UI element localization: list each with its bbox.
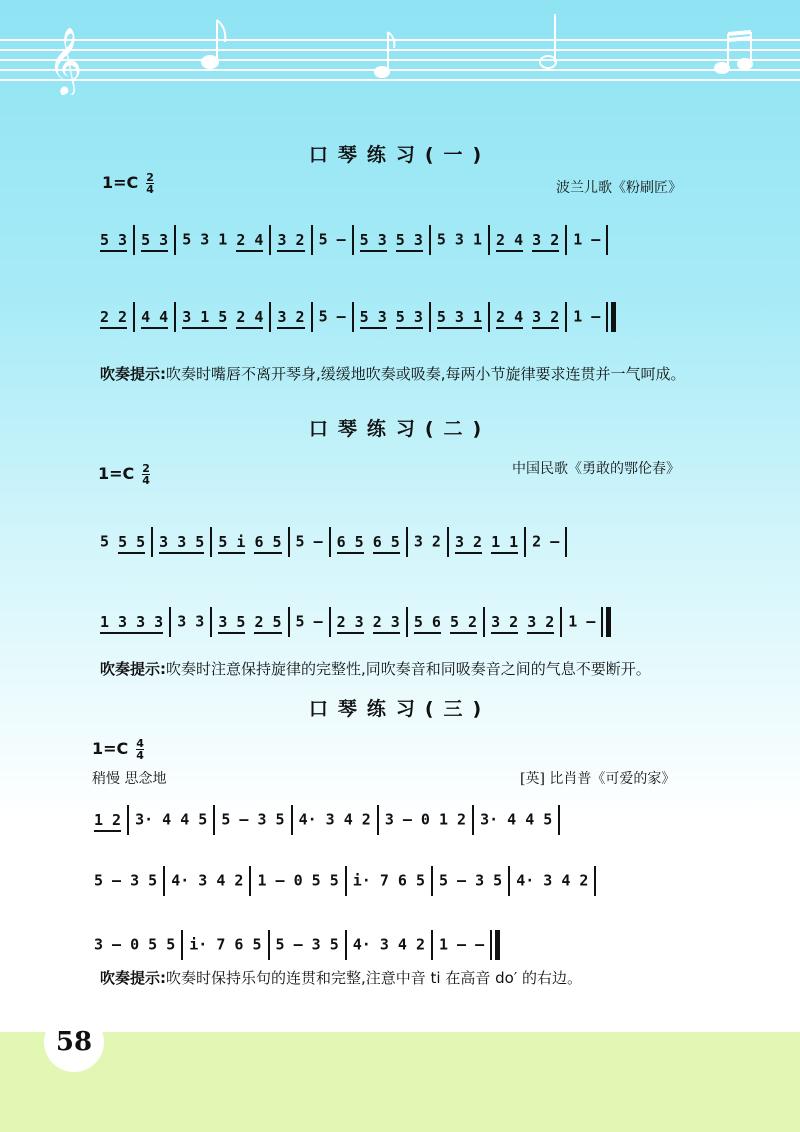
note-group: 5 – 3 5 [221, 810, 285, 829]
bar-line [429, 225, 431, 255]
note-group: 1 – [573, 307, 601, 326]
final-bar-line [606, 607, 611, 637]
note-group: 4· 3 4 2 [516, 871, 589, 890]
note-group: 2 3 [373, 613, 400, 634]
note-group: 3 3 [177, 612, 205, 631]
note-group: 5 3 [396, 308, 423, 329]
exercise3-title: 口琴练习(三) [308, 698, 492, 720]
note-group: 5 3 [360, 308, 387, 329]
bar-line [565, 527, 567, 557]
bar-line [352, 225, 354, 255]
exercise2-tip: 吹奏提示:吹奏时注意保持旋律的完整性,同吹奏音和同吸奏音之间的气息不要断开。 [100, 660, 651, 678]
bar-line [163, 866, 165, 896]
note-group: 2 – [532, 532, 560, 551]
exercise1-source: 波兰儿歌《粉刷匠》 [556, 180, 682, 196]
bar-line [488, 302, 490, 332]
note-group: 4· 3 4 2 [352, 935, 425, 954]
bar-line [490, 930, 492, 960]
bar-line [174, 225, 176, 255]
note-group: 1 – [568, 612, 596, 631]
bar-line [329, 527, 331, 557]
note-group: 6 5 [373, 533, 400, 554]
exercise1-line2 [100, 302, 616, 332]
bar-line [133, 225, 135, 255]
note-group: 5 5 [118, 533, 145, 554]
bar-line [406, 607, 408, 637]
note-group: 5 2 [450, 613, 477, 634]
note-group: 3 3 5 [159, 533, 204, 554]
bar-line [345, 866, 347, 896]
note-group: 2 4 [496, 308, 523, 329]
note-group: 5 [100, 532, 110, 551]
exercise3-line1 [94, 805, 560, 835]
bar-line [329, 607, 331, 637]
note-group: 1 – 0 5 5 [257, 871, 339, 890]
exercise3-line3 [94, 930, 500, 960]
note-group: 2 4 [236, 308, 263, 329]
note-group: 2 3 [337, 613, 364, 634]
bar-line [606, 225, 608, 255]
note-group: 5 – 3 5 [439, 871, 503, 890]
final-bar-line [611, 302, 616, 332]
exercise1-tip: 吹奏提示:吹奏时嘴唇不离开琴身,缓缓地吹奏或吸奏,每两小节旋律要求连贯并一气呵成。 [100, 365, 686, 383]
bar-line [606, 302, 608, 332]
exercise2-title: 口琴练习(二) [308, 418, 492, 440]
bar-line [169, 607, 171, 637]
note-group: 5 – 3 5 [94, 871, 158, 890]
bar-line [345, 930, 347, 960]
bar-line [431, 866, 433, 896]
note-group: 3 2 [532, 231, 559, 252]
note-group: 5 – [295, 612, 323, 631]
exercise1-title: 口琴练习(一) [308, 144, 492, 166]
note-group: 3 – 0 1 2 [384, 810, 467, 829]
bar-line [524, 527, 526, 557]
exercise2-source: 中国民歌《勇敢的鄂伦春》 [512, 461, 680, 477]
exercise2-line2 [100, 607, 611, 637]
bar-line [429, 302, 431, 332]
note-group: 4 4 [141, 308, 168, 329]
note-group: 3 1 5 [182, 308, 227, 329]
note-group: 2 4 [236, 231, 263, 252]
note-group: 3 2 [455, 533, 482, 554]
time-signature: $\frac{2}{4}$ [142, 462, 150, 487]
bar-line [288, 527, 290, 557]
note-group: 1 1 [491, 533, 518, 554]
bottom-band [0, 1032, 800, 1132]
key-signature: 1=C [102, 173, 139, 192]
note-group: 3 2 [527, 613, 554, 634]
bar-line [213, 805, 215, 835]
bar-line [210, 607, 212, 637]
note-group: 3 5 [218, 613, 245, 634]
note-group: 1 – [573, 230, 601, 249]
bar-line [210, 527, 212, 557]
final-bar-line [495, 930, 500, 960]
bar-line [127, 805, 129, 835]
time-signature: $\frac{4}{4}$ [136, 737, 144, 762]
note-group: 2 5 [254, 613, 281, 634]
bar-line [406, 527, 408, 557]
bar-line [472, 805, 474, 835]
bar-line [601, 607, 603, 637]
bar-line [431, 930, 433, 960]
note-group: 1 2 [94, 811, 121, 832]
note-group: 5 – 3 5 [275, 935, 339, 954]
note-group: 5 – [295, 532, 323, 551]
bar-line [594, 866, 596, 896]
note-group: 5 6 [414, 613, 441, 634]
note-group: 1 – – [439, 935, 485, 954]
note-group: i· 7 6 5 [352, 871, 425, 890]
bar-line [288, 607, 290, 637]
exercise3-source: [英] 比肖普《可爱的家》 [520, 771, 676, 787]
bar-line [133, 302, 135, 332]
note-group: 4· 3 4 2 [171, 871, 244, 890]
note-group: 3 2 [491, 613, 518, 634]
note-group: 5 – [318, 230, 346, 249]
note-group: 3· 4 4 5 [480, 810, 553, 829]
exercise2-key [98, 463, 150, 486]
exercise1-line1 [100, 225, 608, 255]
key-signature: 1=C [92, 739, 129, 758]
exercise1-key [102, 172, 154, 195]
note-group: 5 3 [100, 231, 127, 252]
bar-line [174, 302, 176, 332]
note-group: 3 2 [413, 532, 441, 551]
note-group: 5 3 [396, 231, 423, 252]
exercise3-tip: 吹奏提示:吹奏时保持乐句的连贯和完整,注意中音 ti 在高音 do′ 的右边。 [100, 969, 582, 987]
bar-line [311, 225, 313, 255]
note-group: 3· 4 4 5 [135, 810, 208, 829]
note-group: 6 5 [254, 533, 281, 554]
note-group: 5 3 [360, 231, 387, 252]
note-group: 5 i [218, 533, 245, 554]
treble-clef-icon: 𝄞 [48, 26, 83, 94]
note-group: 2 4 [496, 231, 523, 252]
bar-line [249, 866, 251, 896]
note-group: 5 3 1 [436, 230, 483, 249]
bar-line [291, 805, 293, 835]
bar-line [311, 302, 313, 332]
note-group: 4· 3 4 2 [298, 810, 371, 829]
note-group: 5 3 1 [437, 308, 482, 329]
bar-line [560, 607, 562, 637]
bar-line [488, 225, 490, 255]
bar-line [483, 607, 485, 637]
bar-line [565, 302, 567, 332]
bar-line [558, 805, 560, 835]
bar-line [181, 930, 183, 960]
note-group: 3 2 [532, 308, 559, 329]
bar-line [565, 225, 567, 255]
exercise3-tempo: 稍慢 思念地 [92, 771, 167, 787]
bar-line [151, 527, 153, 557]
bar-line [508, 866, 510, 896]
note-group: 5 3 1 [182, 230, 228, 249]
exercise3-key [92, 738, 144, 761]
note-group: 1 3 3 3 [100, 613, 163, 634]
note-group: 3 – 0 5 5 [94, 935, 176, 954]
bar-line [377, 805, 379, 835]
bar-line [269, 225, 271, 255]
note-group: i· 7 6 5 [189, 935, 262, 954]
note-group: 5 3 [141, 231, 168, 252]
exercise2-line1 [100, 527, 567, 557]
bar-line [352, 302, 354, 332]
note-group: 3 2 [277, 231, 304, 252]
note-group: 5 – [318, 307, 346, 326]
bar-line [447, 527, 449, 557]
bar-line [268, 930, 270, 960]
decorative-music-staff [0, 0, 800, 95]
exercise3-line2 [94, 866, 596, 896]
note-group: 2 2 [100, 308, 127, 329]
key-signature: 1=C [98, 464, 135, 483]
note-group: 6 5 [337, 533, 364, 554]
page-number: 58 [44, 1012, 104, 1072]
note-group: 3 2 [277, 308, 304, 329]
bar-line [269, 302, 271, 332]
time-signature: $\frac{2}{4}$ [146, 171, 154, 196]
